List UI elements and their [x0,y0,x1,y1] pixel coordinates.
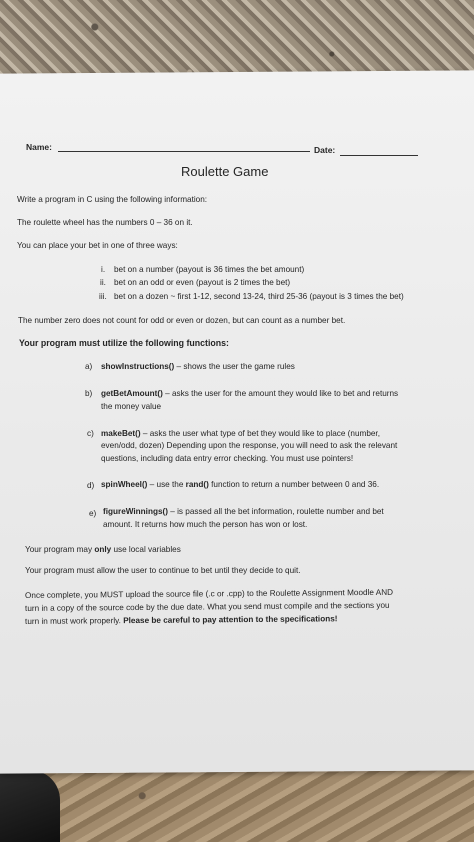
function-description-continued: even/odd, dozen) Depending upon the response, you will need to ask the relevant [101,441,398,450]
function-description: – is passed all the bet information, roulette number and bet [167,507,384,516]
bet-option-text: bet on a dozen ~ first 1-12, second 13-24, third 25-36 (payout is 3 times the bet) [114,292,404,301]
bets-intro-text: You can place your bet in one of three ways: [17,241,178,250]
function-description-end: function to return a number between 0 and 36. [208,480,380,489]
local-variables-before: Your program may [25,545,95,554]
function-line [101,389,398,399]
function-marker: e) [89,509,97,518]
upload-line-3 [25,614,338,627]
bet-option-text: bet on a number (payout is 36 times the bet amount) [114,265,305,274]
bet-option-marker: iii. [99,292,107,301]
function-marker: b) [85,389,93,398]
function-line [101,362,295,372]
function-description: – asks the user for the amount they would like to bet and returns [162,389,399,398]
upload-line-1: Once complete, you MUST upload the source file (.c or .cpp) to the Roulette Assignment Moodle AND [25,587,394,600]
bet-option-text: bet on an odd or even (payout is 2 times the bet) [114,278,291,287]
continue-betting-text: Your program must allow the user to continue to bet until they decide to quit. [25,566,301,575]
intro-text: Write a program in C using the following information: [17,195,208,204]
document-title: Roulette Game [181,164,269,179]
local-variables-text [25,545,181,555]
function-description-continued: the money value [101,402,162,411]
name-label: Name: [26,142,52,152]
name-blank-line [58,151,310,152]
local-variables-after: use local variables [111,545,181,554]
rand-function-name: rand() [185,480,209,489]
function-description: – shows the user the game rules [174,362,295,371]
function-name: getBetAmount() [101,389,163,398]
function-description: – asks the user what type of bet they would like to place (number, [140,429,380,438]
bet-option-marker: ii. [100,278,106,287]
date-label: Date: [314,145,336,155]
function-marker: c) [87,429,94,438]
function-line [103,507,384,517]
local-variables-emphasis: only [94,545,112,554]
function-description-continued: amount. It returns how much the person has won or lost. [103,520,308,529]
function-marker: d) [87,481,95,490]
upload-line-3-plain: turn in must work properly. [25,616,124,626]
function-name: showInstructions() [101,362,175,371]
upload-warning: Please be careful to pay attention to the specifications! [123,614,338,626]
function-name: figureWinnings() [103,507,168,516]
upload-line-2: turn in a copy of the source code by the due date. What you send must compile and the sections you [25,600,390,613]
date-blank-line [340,155,418,156]
function-line [101,429,380,439]
function-line [101,480,379,490]
function-description-continued: questions, including data entry error checking. You must use pointers! [101,454,354,463]
bet-option-marker: i. [101,265,106,274]
wheel-text: The roulette wheel has the numbers 0 – 36 on it. [17,218,193,227]
function-description: – use the [147,480,186,489]
functions-heading: Your program must utilize the following functions: [19,338,229,348]
function-name: spinWheel() [101,480,148,489]
function-marker: a) [85,362,93,371]
zero-rule-text: The number zero does not count for odd or even or dozen, but can count as a number bet. [18,316,346,325]
function-name: makeBet() [101,429,141,438]
